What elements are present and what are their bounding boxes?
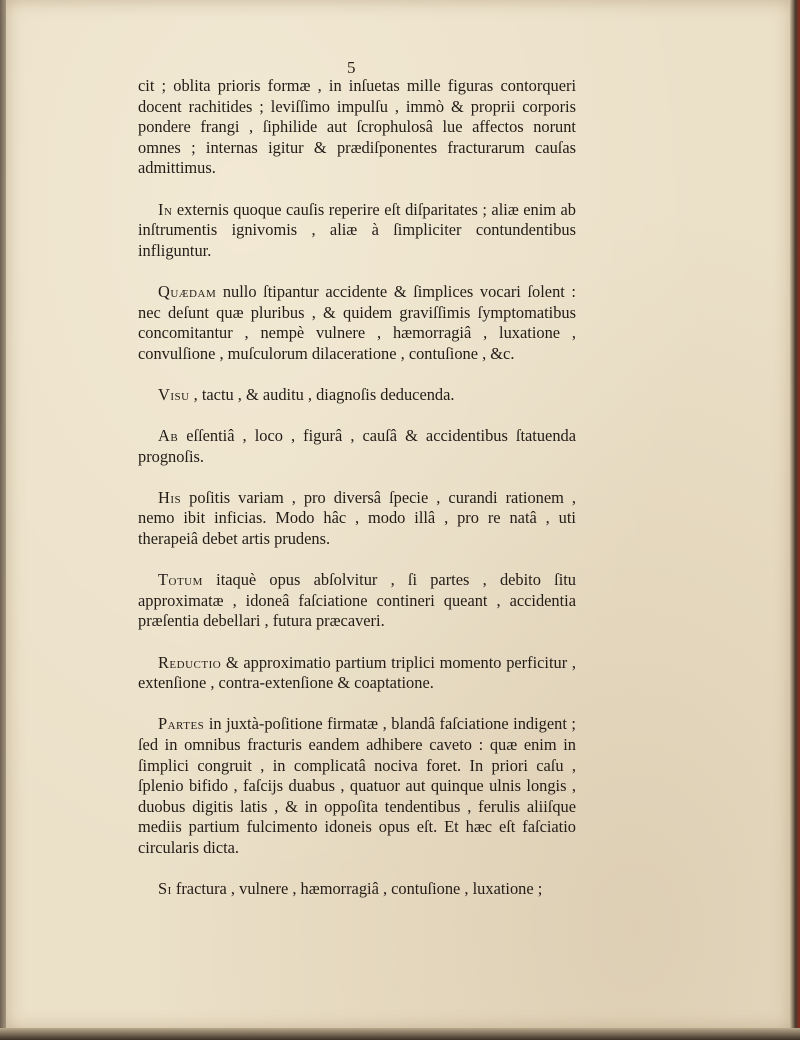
paragraph-text: itaquè opus abſolvitur , ſi partes , debito ſitu approximatæ , idoneâ faſciatione contineri queant , accidentia præſentia debellari , futura præcaveri.: [138, 570, 576, 631]
paragraph-lead: Totum: [158, 570, 203, 590]
paragraph-2: [138, 200, 576, 262]
paragraph-lead: Si: [158, 879, 172, 899]
paragraph-lead: Partes: [158, 714, 205, 734]
paragraph-4: [138, 385, 576, 406]
paragraph-text: & approximatio partium triplici momento perficitur , extenſione , contra-extenſione & coaptatione.: [138, 652, 576, 693]
paragraph-lead: In: [158, 199, 173, 219]
paragraph-lead: Visu: [158, 384, 190, 404]
paragraph-text: cit ; oblita prioris formæ , in inſuetas mille figuras contorqueri docent rachitides ; leviſſimo impulſu , immò & proprii corporis pondere frangi , ſiphilide aut ſcrophulosâ lue affectos norunt omnes ; internas igitur & prædiſponentes fracturarum cauſas admittimus.: [138, 76, 576, 178]
paragraph-text: fractura , vulnere , hæmorragiâ , contuſione , luxatione ;: [171, 879, 543, 899]
paragraph-text: nullo ſtipantur accidente & ſimplices vocari ſolent : nec deſunt quæ pluribus , & quidem graviſſimis ſymptomatibus concomitantur , nempè vulnere , hæmorragiâ , luxatione , convulſione , muſculorum dilaceratione , contuſione , &c.: [138, 281, 576, 363]
page-number: 5: [347, 58, 356, 77]
paragraph-text: eſſentiâ , loco , figurâ , cauſâ & accidentibus ſtatuenda prognoſis.: [138, 426, 576, 466]
book-page: [6, 0, 792, 1030]
paragraph-lead: Ab: [158, 426, 179, 446]
paragraph-1: [138, 76, 576, 179]
body-text: [138, 76, 576, 920]
page-right-edge: [790, 0, 800, 1040]
paragraph-3: [138, 282, 576, 364]
paragraph-lead: Quædam: [158, 281, 217, 301]
paragraph-text: externis quoque cauſis reperire eſt diſparitates ; aliæ enim ab inſtrumentis ignivomis , aliæ à ſimpliciter contundentibus infliguntur.: [138, 199, 576, 260]
paragraph-5: [138, 426, 576, 467]
paragraph-lead: His: [158, 487, 182, 507]
paragraph-text: , tactu , & auditu , diagnoſis deducenda.: [189, 384, 455, 404]
paragraph-8: [138, 653, 576, 694]
paragraph-7: [138, 570, 576, 632]
paragraph-9: [138, 714, 576, 858]
page-bottom-edge: [0, 1028, 800, 1040]
paragraph-10: [138, 879, 576, 900]
paragraph-text: poſitis variam , pro diversâ ſpecie , curandi rationem , nemo ibit inficias. Modo hâc , modo illâ , pro re natâ , uti therapeiâ debet artis prudens.: [138, 487, 576, 549]
paragraph-6: [138, 488, 576, 550]
paragraph-lead: Reductio: [158, 652, 222, 672]
paragraph-text: in juxtà-poſitione firmatæ , blandâ faſciatione indigent ; ſed in omnibus fracturis eandem adhibere caveto : quæ enim in ſimplici congruit , in complicatâ nociva foret. In priori caſu , ſplenio bifido , faſcijs duabus , quatuor aut quinque ulnis longis , duobus digitis latis , & in oppoſita tendentibus , ferulis aliiſque mediis partium fulcimento idoneis opus eſt. Et hæc eſt faſciatio circularis dicta.: [138, 714, 576, 857]
